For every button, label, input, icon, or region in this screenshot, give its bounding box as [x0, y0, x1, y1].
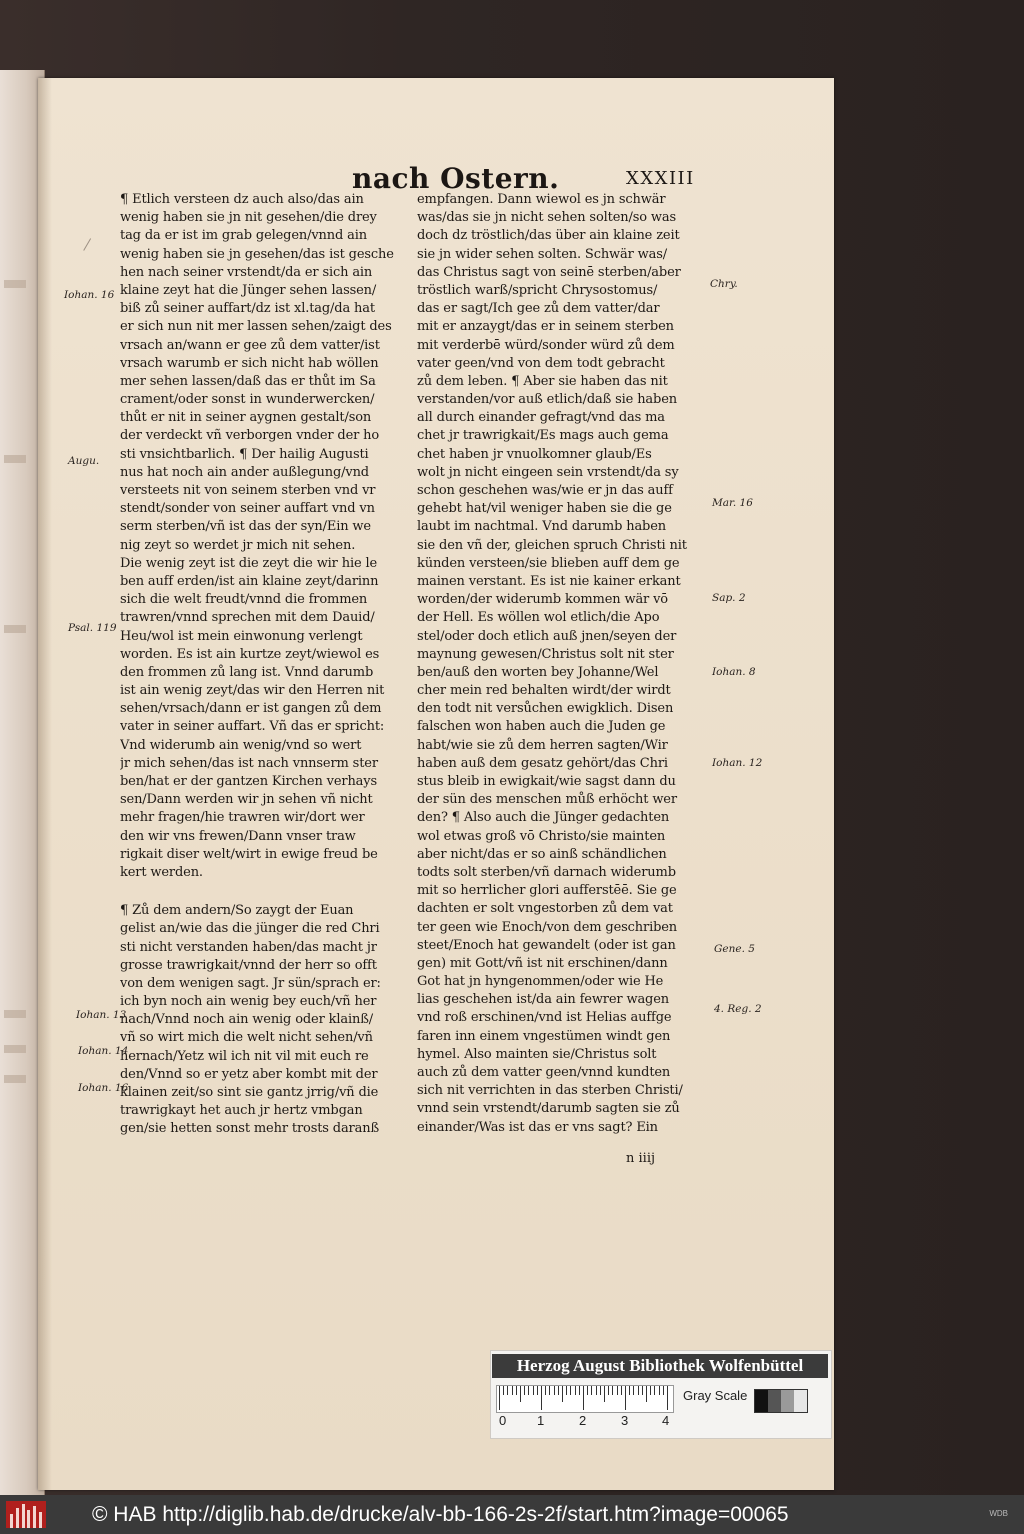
margin-note: Iohan. 16: [64, 289, 115, 301]
logo-bar: [16, 1508, 19, 1528]
margin-note: Iohan. 8: [712, 666, 756, 678]
text-line: Die wenig zeyt ist die zeyt die wir hie le: [120, 555, 378, 571]
ruler-tick: [533, 1386, 534, 1395]
margin-note: Iohan. 16: [78, 1082, 129, 1094]
text-line: sich nit verrichten in das sterben Christi/: [417, 1083, 683, 1099]
text-line: zů dem leben. ¶ Aber sie haben das nit: [417, 373, 668, 389]
text-line: chet jr trawrigkait/Es mags auch gema: [417, 428, 669, 444]
ruler-tick: [638, 1386, 639, 1395]
scale-ruler: [496, 1385, 674, 1413]
text-line: habt/wie sie zů dem herren sagten/Wir: [417, 737, 668, 753]
text-line: den? ¶ Also auch die Jünger gedachten: [417, 810, 670, 826]
text-line: grosse trawrigkait/vnnd der herr so offt: [120, 957, 377, 973]
text-line: gen/sie hetten sonst mehr trosts daranß: [120, 1121, 379, 1137]
margin-note: Chry.: [710, 278, 738, 290]
text-line: rigkait diser welt/wirt in ewige freud be: [120, 846, 378, 862]
ruler-tick: [524, 1386, 525, 1395]
text-line: ben/auß den worten bey Johanne/Wel: [417, 664, 659, 680]
ruler-tick: [629, 1386, 630, 1395]
text-line: vater in seiner auffart. Vñ das er spricht:: [120, 719, 385, 735]
text-line: cher mein red behalten wirdt/der wirdt: [417, 683, 671, 699]
gray-scale-swatches: [754, 1389, 808, 1413]
text-line: biß zů seiner auffart/dz ist xl.tag/da hat: [120, 301, 375, 317]
text-line: vñ so wirt mich die welt nicht sehen/vñ: [120, 1030, 373, 1046]
text-line: faren inn einem vngestümen windt gen: [417, 1028, 671, 1044]
margin-note: Augu.: [68, 455, 100, 467]
text-line: einander/Was ist das er vns sagt? Ein: [417, 1119, 658, 1135]
ruler-tick: [503, 1386, 504, 1395]
text-line: sehen/vrsach/dann er ist gangen zů dem: [120, 701, 382, 717]
ruler-tick: [633, 1386, 634, 1395]
text-line: er sich nun nit mer lassen sehen/zaigt des: [120, 319, 392, 335]
text-line: sich die welt freudt/vnnd die frommen: [120, 592, 368, 608]
text-line: Got hat jn hyngenommen/oder wie He: [417, 974, 664, 990]
text-line: stel/oder doch etlich auß jnen/seyen der: [417, 628, 677, 644]
text-line: mit verderbē würd/sonder würd zů dem: [417, 337, 675, 353]
ruler-tick: [659, 1386, 660, 1395]
library-name: Herzog August Bibliothek Wolfenbüttel: [492, 1354, 828, 1378]
text-line: laubt im nachtmal. Vnd darumb haben: [417, 519, 666, 535]
ruler-tick: [654, 1386, 655, 1395]
text-line: mit so herrlicher glori aufferstēē. Sie ge: [417, 883, 677, 899]
text-line: sti vnsichtbarlich. ¶ Der hailig Augusti: [120, 446, 369, 462]
text-line: mer sehen lassen/daß das er thůt im Sa: [120, 373, 376, 389]
text-line: auch zů dem vatter geen/vnnd kundten: [417, 1065, 671, 1080]
text-line: das er sagt/Ich gee zů dem vatter/dar: [417, 301, 660, 317]
ruler-tick: [537, 1386, 538, 1395]
text-line: haben auß dem gesatz gehört/das Chri: [417, 755, 668, 771]
margin-note: Iohan. 14: [78, 1045, 129, 1057]
ruler-tick: [554, 1386, 555, 1395]
text-line: nach/Vnnd noch ain wenig oder klainß/: [120, 1012, 373, 1028]
text-line: gelist an/wie das die jünger die red Chri: [120, 921, 380, 937]
text-line: mehr fragen/hie trawren wir/dort wer: [120, 810, 365, 826]
ruler-tick: [612, 1386, 613, 1395]
left-page-mark: [4, 455, 26, 463]
ruler-tick: [642, 1386, 643, 1395]
text-line: verstanden/vor auß etlich/daß sie haben: [417, 392, 677, 408]
ruler-tick: [608, 1386, 609, 1395]
text-line: sen/Dann werden wir jn sehen vñ nicht: [120, 792, 373, 808]
logo-bar: [10, 1514, 13, 1528]
text-line: stus bleib in ewigkait/wie sagst dann du: [417, 774, 676, 789]
ruler-tick: [596, 1386, 597, 1395]
ruler-tick: [545, 1386, 546, 1395]
ruler-tick: [587, 1386, 588, 1395]
text-line: ist ain wenig zeyt/das wir den Herren nit: [120, 683, 385, 699]
text-line: sie jn wider sehen solten. Schwär was/: [417, 246, 667, 262]
left-page-mark: [4, 1075, 26, 1083]
ruler-tick: [558, 1386, 559, 1395]
ruler-label: 0: [499, 1413, 507, 1428]
text-line: vnnd sein vrstendt/darumb sagten sie zů: [417, 1101, 680, 1117]
paragraph: [120, 902, 410, 1138]
text-line: dachten er solt vngestorben zů dem vat: [417, 901, 673, 917]
ruler-tick: [621, 1386, 622, 1395]
margin-note: Psal. 119: [68, 622, 117, 634]
text-line: Heu/wol ist mein einwonung verlengt: [120, 628, 363, 644]
text-line: serm sterben/vñ ist das der syn/Ein we: [120, 519, 371, 535]
ruler-tick: [650, 1386, 651, 1395]
margin-note: Iohan. 13: [76, 1009, 127, 1021]
footer-bar: [0, 1495, 1024, 1534]
margin-note: Gene. 5: [714, 943, 755, 955]
ruler-tick: [646, 1386, 647, 1402]
ruler-tick: [516, 1386, 517, 1395]
left-page-mark: [4, 280, 26, 288]
ruler-tick: [520, 1386, 521, 1402]
gray-swatch: [794, 1390, 807, 1412]
margin-note: Mar. 16: [712, 497, 753, 509]
text-line: ben auff erden/ist ain klaine zeyt/darinn: [120, 573, 379, 589]
text-line: hen nach seiner vrstendt/da er sich ain: [120, 264, 373, 280]
text-line: trawren/vnnd sprechen mit dem Dauid/: [120, 610, 375, 626]
text-line: crament/oder sonst in wunderwercken/: [120, 392, 375, 408]
text-line: todts solt sterben/vñ darnach widerumb: [417, 864, 676, 880]
text-line: nig zeyt so werdet jr mich nit sehen.: [120, 537, 356, 553]
text-line: worden/der widerumb kommen wär vō: [417, 592, 668, 608]
text-line: kert werden.: [120, 864, 203, 880]
ruler-tick: [575, 1386, 576, 1395]
text-line: den frommen zů lang ist. Vnnd darumb: [120, 664, 374, 680]
margin-note: 4. Reg. 2: [714, 1003, 762, 1015]
margin-note: Sap. 2: [712, 592, 746, 604]
text-line: doch dz tröstlich/das über ain klaine zeit: [417, 228, 680, 244]
text-line: Vnd widerumb ain wenig/vnd so wert: [120, 737, 362, 753]
text-line: gen) mit Gott/vñ ist nit erschinen/dann: [417, 955, 668, 971]
text-line: gehebt hat/vil weniger haben sie die ge: [417, 501, 672, 517]
ruler-tick: [663, 1386, 664, 1395]
ruler-tick: [566, 1386, 567, 1395]
logo-bar: [27, 1510, 30, 1528]
ruler-tick: [667, 1386, 668, 1410]
text-line: künden versteen/sie blieben auff dem ge: [417, 555, 680, 571]
text-line: vater geen/vnd von dem todt gebracht: [417, 355, 665, 371]
text-line: schon geschehen was/wie er jn das auff: [417, 483, 673, 498]
text-line: versteets nit von seinem sterben vnd vr: [120, 483, 376, 498]
signature-mark: n iiij: [626, 1151, 656, 1166]
ruler-tick: [528, 1386, 529, 1395]
text-line: ich byn noch ain wenig bey euch/vñ her: [120, 994, 377, 1010]
ruler-tick: [579, 1386, 580, 1395]
hab-logo-icon: [6, 1501, 46, 1528]
gray-scale-label: Gray Scale: [683, 1388, 748, 1403]
text-line: thůt er nit in seiner aygnen gestalt/son: [120, 410, 372, 426]
gray-swatch: [768, 1390, 781, 1412]
ruler-label: 1: [537, 1413, 545, 1428]
text-line: sti nicht verstanden haben/das macht jr: [120, 939, 377, 955]
text-line: das Christus sagt von seinē sterben/aber: [417, 264, 681, 280]
logo-bar: [33, 1506, 36, 1528]
ruler-label: 2: [579, 1413, 587, 1428]
ruler-tick: [570, 1386, 571, 1395]
text-line: vnd roß erschinen/vnd ist Helias auffge: [417, 1010, 672, 1026]
text-line: aber nicht/das er so ainß schändlichen: [417, 846, 667, 862]
text-line: den wir vns frewen/Dann vnser traw: [120, 828, 356, 844]
text-line: ¶ Etlich versteen dz auch also/das ain: [120, 192, 364, 207]
text-line: der sün des menschen můß erhöcht wer: [417, 792, 677, 808]
text-line: wolt jn nicht eingeen sein vrstendt/da sy: [417, 464, 679, 480]
text-line: nus hat noch ain ander außlegung/vnd: [120, 464, 369, 480]
ruler-tick: [617, 1386, 618, 1395]
text-line: wenig haben sie jn nit gesehen/die drey: [120, 210, 377, 226]
left-text-column: [120, 191, 410, 1139]
ruler-label: 3: [621, 1413, 629, 1428]
text-line: falschen won haben auch die Juden ge: [417, 719, 666, 735]
text-line: klaine zeyt hat die Jünger sehen lassen/: [120, 282, 377, 298]
text-line: ter geen wie Enoch/von dem geschriben: [417, 919, 678, 935]
corner-mark: WDB: [989, 1509, 1008, 1518]
text-line: vrsach warumb er sich nicht hab wöllen: [120, 355, 379, 371]
text-line: tröstlich warß/spricht Chrysostomus/: [417, 282, 658, 298]
text-line: maynung gewesen/Christus solt nit ster: [417, 646, 674, 662]
left-page-mark: [4, 1010, 26, 1018]
text-line: den todt nit versůchen ewigklich. Disen: [417, 701, 674, 717]
text-line: ben/hat er der gantzen Kirchen verhays: [120, 774, 377, 789]
text-line: vrsach an/wann er gee zů dem vatter/ist: [120, 337, 380, 353]
paragraph: [120, 191, 410, 882]
text-line: der Hell. Es wöllen wol etlich/die Apo: [417, 610, 660, 626]
text-line: chet haben jr vnuolkomner glaub/Es: [417, 446, 652, 462]
copyright-link[interactable]: © HAB http://diglib.hab.de/drucke/alv-bb-166-2s-2f/start.htm?image=00065: [92, 1503, 789, 1526]
ruler-tick: [600, 1386, 601, 1395]
text-line: von dem wenigen sagt. Jr sün/sprach er:: [120, 975, 381, 991]
text-line: wenig haben sie jn gesehen/das ist gesche: [120, 246, 394, 262]
ruler-tick: [591, 1386, 592, 1395]
ruler-label: 4: [662, 1413, 670, 1428]
gray-swatch: [781, 1390, 794, 1412]
ruler-tick: [625, 1386, 626, 1410]
ruler-tick: [499, 1386, 500, 1410]
text-line: jr mich sehen/das ist nach vnnserm ster: [120, 755, 378, 771]
ruler-tick: [512, 1386, 513, 1395]
ruler-tick: [541, 1386, 542, 1410]
logo-bar: [22, 1504, 25, 1528]
text-line: den/Vnnd so er yetz aber kombt mit der: [120, 1066, 378, 1082]
right-text-column: [417, 191, 713, 1137]
text-line: mainen verstant. Es ist nie kainer erkant: [417, 573, 681, 589]
text-line: mit er anzaygt/das er in seinem sterben: [417, 319, 674, 335]
logo-bar: [39, 1512, 42, 1528]
text-line: empfangen. Dann wiewol es jn schwär: [417, 192, 666, 207]
text-line: steet/Enoch hat gewandelt (oder ist gan: [417, 937, 676, 953]
gray-swatch: [755, 1390, 768, 1412]
running-title: nach Ostern.: [352, 162, 560, 195]
left-page-mark: [4, 625, 26, 633]
text-line: ¶ Zů dem andern/So zaygt der Euan: [120, 903, 354, 919]
margin-note: Iohan. 12: [712, 757, 763, 769]
text-line: wol etwas groß vō Christo/sie mainten: [417, 828, 666, 844]
ruler-tick: [604, 1386, 605, 1402]
ruler-tick: [507, 1386, 508, 1395]
text-line: stendt/sonder von seiner auffart vnd vn: [120, 501, 375, 517]
ruler-tick: [583, 1386, 584, 1410]
text-line: der verdeckt vñ verborgen vnder der ho: [120, 428, 380, 444]
text-line: hernach/Yetz wil ich nit vil mit euch re: [120, 1048, 369, 1064]
text-line: worden. Es ist ain kurtze zeyt/wiewol es: [120, 646, 380, 662]
paragraph: [417, 191, 713, 1137]
text-line: klainen zeit/so sint sie gantz jrrig/vñ die: [120, 1085, 379, 1100]
left-page-mark: [4, 1045, 26, 1053]
text-line: all durch einander gefragt/vnd das ma: [417, 410, 665, 426]
text-line: trawrigkayt het auch jr hertz vmbgan: [120, 1103, 363, 1119]
text-line: lias geschehen ist/da ain fewrer wagen: [417, 992, 669, 1008]
folio-number: XXXIII: [626, 168, 695, 189]
text-line: sie den vñ der, gleichen spruch Christi nit: [417, 537, 687, 553]
ruler-tick: [562, 1386, 563, 1402]
text-line: hymel. Also mainten sie/Christus solt: [417, 1046, 657, 1062]
gutter-shadow: [38, 78, 52, 1490]
ruler-tick: [549, 1386, 550, 1395]
text-line: was/das sie jn nicht sehen solten/so was: [417, 210, 676, 226]
text-line: tag da er ist im grab gelegen/vnnd ain: [120, 228, 367, 244]
